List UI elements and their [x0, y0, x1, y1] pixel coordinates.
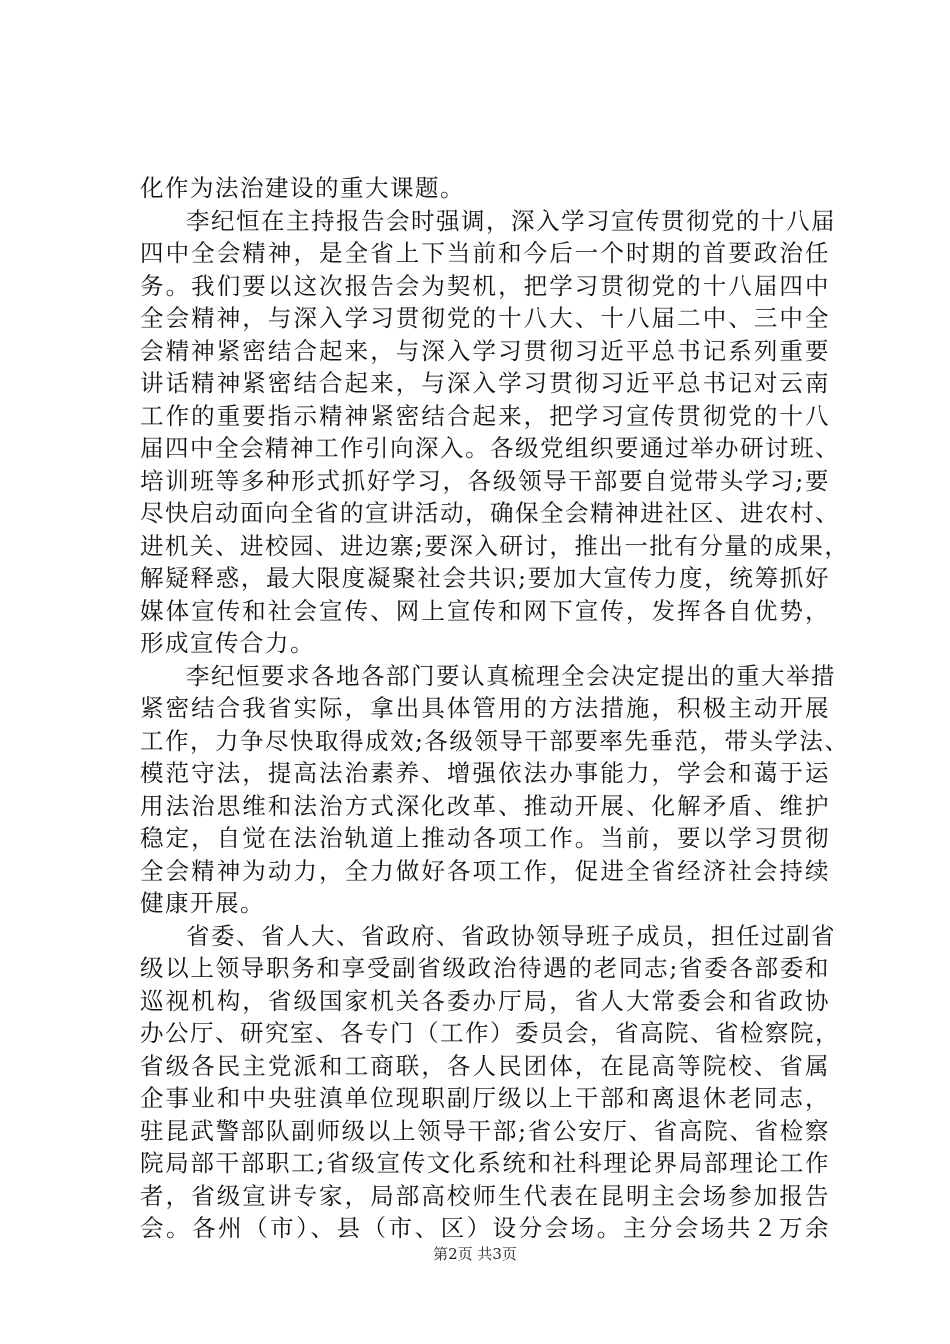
text-line: 培训班等多种形式抓好学习，各级领导干部要自觉带头学习;要: [140, 466, 830, 495]
text-line: 企事业和中央驻滇单位现职副厅级以上干部和离退休老同志，: [140, 1084, 830, 1112]
text-line: 用法治思维和法治方式深化改革、推动开展、化解矛盾、维护: [140, 791, 830, 820]
text-line: 会精神紧密结合起来，与深入学习贯彻习近平总书记系列重要: [140, 336, 830, 365]
text-line: 稳定，自觉在法治轨道上推动各项工作。当前，要以学习贯彻: [140, 824, 830, 852]
page-number-label: 第2页 共3页: [433, 1245, 517, 1263]
text-line: 媒体宣传和社会宣传、网上宣传和网下宣传，发挥各自优势，: [140, 596, 830, 625]
text-line: 者，省级宣讲专家，局部高校师生代表在昆明主会场参加报告: [140, 1181, 830, 1210]
text-line: 务。我们要以这次报告会为契机，把学习贯彻党的十八届四中: [140, 271, 830, 300]
text-line: 尽快启动面向全省的宣讲活动，确保全会精神进社区、进农村、: [140, 499, 840, 527]
text-line: 办公厅、研究室、各专门（工作）委员会，省高院、省检察院，: [140, 1019, 840, 1047]
text-line: 院局部干部职工;省级宣传文化系统和社科理论界局部理论工作: [140, 1149, 830, 1177]
text-line: 巡视机构，省级国家机关各委办厅局，省人大常委会和省政协: [140, 986, 830, 1015]
text-line: 形成宣传合力。: [140, 629, 315, 657]
page-footer: [0, 1244, 950, 1264]
text-line: 全会精神，与深入学习贯彻党的十八大、十八届二中、三中全: [140, 304, 830, 332]
text-line: 工作，力争尽快取得成效;各级领导干部要率先垂范，带头学法、: [140, 726, 850, 755]
text-line: 李纪恒在主持报告会时强调，深入学习宣传贯彻党的十八届: [186, 206, 836, 235]
text-line: 四中全会精神，是全省上下当前和今后一个时期的首要政治任: [140, 239, 830, 267]
document-body: [140, 172, 850, 1245]
text-line: 驻昆武警部队副师级以上领导干部;省公安厅、省高院、省检察: [140, 1116, 830, 1145]
text-line: 省级各民主党派和工商联，各人民团体，在昆高等院校、省属: [140, 1051, 830, 1080]
text-line: 届四中全会精神工作引向深入。各级党组织要通过举办研讨班、: [140, 434, 840, 462]
text-line: 省委、省人大、省政府、省政协领导班子成员，担任过副省: [186, 921, 836, 950]
text-line: 紧密结合我省实际，拿出具体管用的方法措施，积极主动开展: [140, 694, 830, 722]
text-line: 模范守法，提高法治素养、增强依法办事能力，学会和蔼于运: [140, 759, 830, 787]
text-line: 工作的重要指示精神紧密结合起来，把学习宣传贯彻党的十八: [140, 401, 830, 430]
text-line: 健康开展。: [140, 889, 265, 917]
text-line: 级以上领导职务和享受副省级政治待遇的老同志;省委各部委和: [140, 954, 830, 982]
text-line: 会。各州（市）、县（市、区）设分会场。主分会场共２万余: [140, 1214, 830, 1242]
text-line: 进机关、进校园、进边寨;要深入研讨，推出一批有分量的成果，: [140, 531, 850, 560]
text-line: 讲话精神紧密结合起来，与深入学习贯彻习近平总书记对云南: [140, 369, 830, 397]
text-line: 解疑释惑，最大限度凝聚社会共识;要加大宣传力度，统筹抓好: [140, 564, 830, 592]
text-line: 李纪恒要求各地各部门要认真梳理全会决定提出的重大举措: [186, 661, 836, 690]
text-line: 全会精神为动力，全力做好各项工作，促进全省经济社会持续: [140, 856, 830, 885]
text-line: 化作为法治建设的重大课题。: [140, 174, 465, 202]
